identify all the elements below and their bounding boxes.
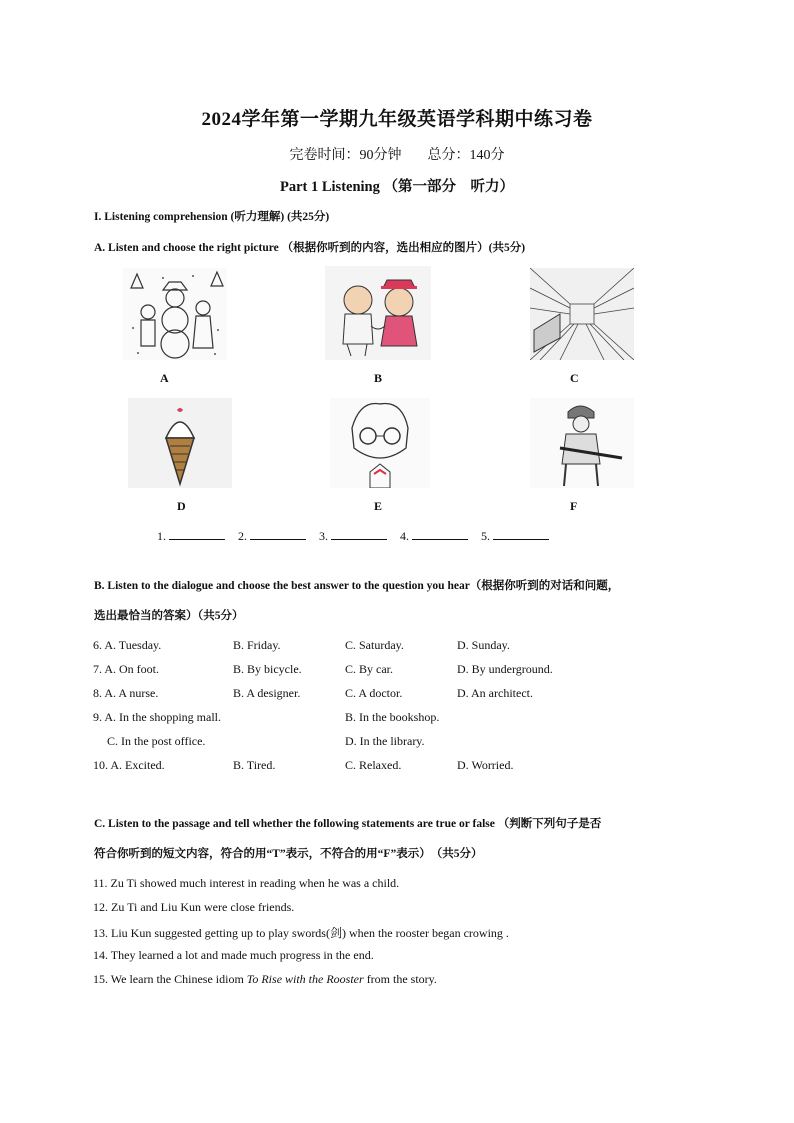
answer-blank-2[interactable]	[250, 529, 306, 540]
answer-blank-1[interactable]	[169, 529, 225, 540]
statement-15-start: 15. We learn the Chinese idiom	[93, 972, 247, 986]
section-c-heading-2: 符合你听到的短文内容，符合的用“T”表示，不符合的用“F”表示） （共5分）	[94, 848, 483, 860]
q7-option-a: 7. A. On foot.	[93, 662, 159, 676]
q8-option-b: B. A designer.	[233, 686, 301, 700]
old-couple-icon	[325, 266, 431, 360]
picture-e-label: E	[374, 499, 383, 513]
section-b-heading-2: 选出最恰当的答案）（共5分）	[94, 610, 244, 622]
q9-option-b: B. In the bookshop.	[345, 710, 440, 724]
section-1-heading: I. Listening comprehension (听力理解) (共25分)	[94, 211, 330, 223]
q8-option-a: 8. A. A nurse.	[93, 686, 159, 700]
q9-option-c: C. In the post office.	[107, 734, 206, 748]
section-c-heading: C. Listen to the passage and tell whether the following statements are true or false （判断下列句子是否	[94, 818, 602, 830]
blank-3-number: 3.	[319, 529, 328, 543]
exam-info	[0, 144, 794, 164]
picture-b	[325, 266, 431, 360]
detective-boy-icon	[330, 398, 430, 488]
picture-f	[530, 398, 634, 488]
q6-option-a: 6. A. Tuesday.	[93, 638, 162, 652]
answer-blank-5[interactable]	[493, 529, 549, 540]
picture-e	[330, 398, 430, 488]
section-a-heading: A. Listen and choose the right picture （根据你听到的内容，选出相应的图片）(共5分)	[94, 242, 526, 254]
picture-a	[123, 268, 227, 360]
picture-d-label: D	[177, 499, 186, 513]
blank-5-number: 5.	[481, 529, 490, 543]
q7-option-c: C. By car.	[345, 662, 393, 676]
statement-14: 14. They learned a lot and made much progress in the end.	[93, 948, 374, 962]
picture-a-label: A	[160, 371, 169, 385]
q6-option-b: B. Friday.	[233, 638, 281, 652]
q9-option-d: D. In the library.	[345, 734, 425, 748]
soldier-icon	[530, 398, 634, 488]
answer-blanks	[157, 529, 559, 544]
blank-4-number: 4.	[400, 529, 409, 543]
q6-option-c: C. Saturday.	[345, 638, 404, 652]
picture-f-label: F	[570, 499, 578, 513]
ice-cream-icon	[128, 398, 232, 488]
q8-option-d: D. An architect.	[457, 686, 533, 700]
answer-blank-4[interactable]	[412, 529, 468, 540]
idiom-title: To Rise with the Rooster	[246, 972, 364, 986]
blank-2-number: 2.	[238, 529, 247, 543]
q7-option-d: D. By underground.	[457, 662, 553, 676]
statement-12: 12. Zu Ti and Liu Kun were close friends.	[93, 900, 295, 914]
statement-15-end: from the story.	[363, 972, 437, 986]
section-b-heading: B. Listen to the dialogue and choose the best answer to the question you hear（根据你听到的对话和问题，	[94, 580, 620, 592]
answer-blank-3[interactable]	[331, 529, 387, 540]
q6-option-d: D. Sunday.	[457, 638, 510, 652]
picture-b-label: B	[374, 371, 383, 385]
subway-station-icon	[530, 268, 634, 360]
snowman-kids-icon	[123, 268, 227, 360]
q10-option-a: 10. A. Excited.	[93, 758, 165, 772]
picture-c-label: C	[570, 371, 579, 385]
q9-option-a: 9. A. In the shopping mall.	[93, 710, 221, 724]
picture-c	[530, 268, 634, 360]
statement-15	[93, 972, 437, 987]
q10-option-d: D. Worried.	[457, 758, 514, 772]
q7-option-b: B. By bicycle.	[233, 662, 302, 676]
blank-1-number: 1.	[157, 529, 166, 543]
q8-option-c: C. A doctor.	[345, 686, 403, 700]
statement-13: 13. Liu Kun suggested getting up to play swords(剑) when the rooster began crowing .	[93, 926, 509, 940]
exam-score: 总分：140分	[427, 148, 505, 163]
statement-11: 11. Zu Ti showed much interest in reading when he was a child.	[93, 876, 400, 890]
q10-option-c: C. Relaxed.	[345, 758, 402, 772]
picture-d	[128, 398, 232, 488]
page-title: 2024学年第一学期九年级英语学科期中练习卷	[201, 109, 593, 130]
exam-time: 完卷时间：90分钟	[289, 148, 402, 163]
part-heading: Part 1 Listening （第一部分 听力）	[279, 179, 514, 195]
q10-option-b: B. Tired.	[233, 758, 276, 772]
